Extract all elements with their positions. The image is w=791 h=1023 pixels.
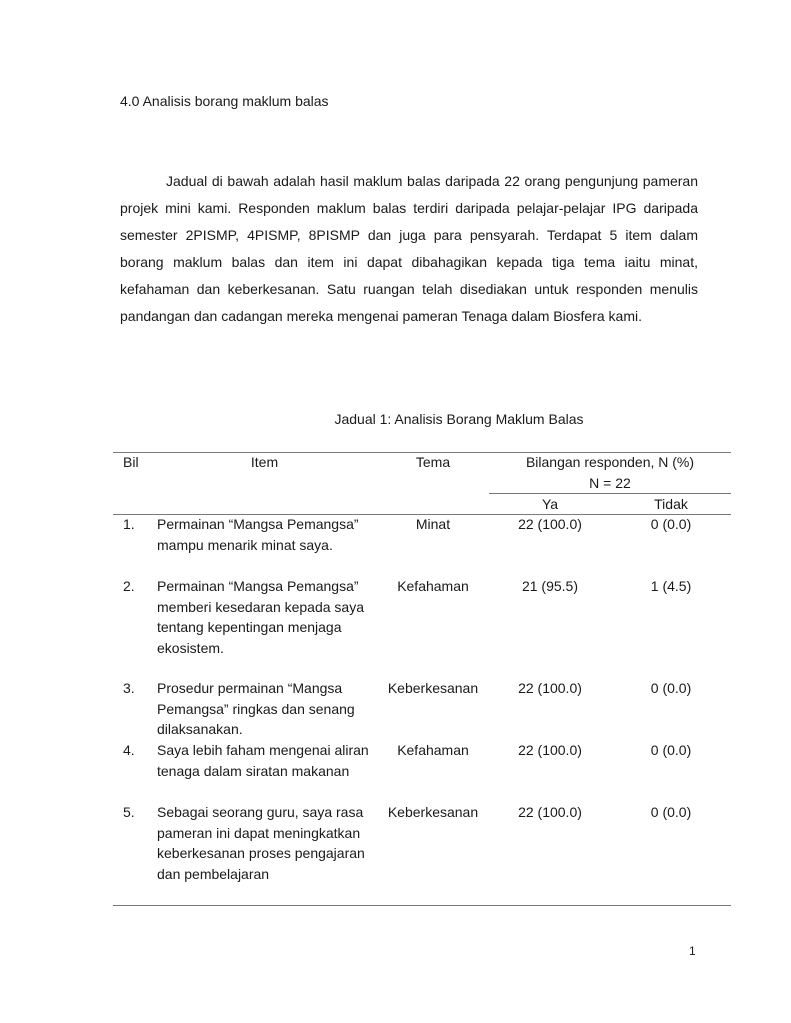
- row-item: Permainan “Mangsa Pemangsa” memberi kesedaran kepada saya tentang kepentingan menjaga ekosistem.: [157, 578, 365, 656]
- row-item: Permainan “Mangsa Pemangsa” mampu menarik minat saya.: [157, 516, 359, 553]
- header-ya: Ya: [541, 496, 559, 512]
- header-tidak: Tidak: [654, 496, 688, 512]
- row-ya: 22 (100.0): [518, 742, 582, 758]
- row-tidak: 0 (0.0): [650, 804, 692, 820]
- row-item: Prosedur permainan “Mangsa Pemangsa” ringkas dan senang dilaksanakan.: [157, 680, 355, 737]
- header-bilangan: Bilangan responden, N (%): [525, 454, 695, 470]
- row-number: 5.: [123, 804, 135, 820]
- row-tema: Kefahaman: [397, 742, 469, 758]
- page-number: 1: [689, 944, 696, 958]
- row-tema: Kefahaman: [397, 578, 469, 594]
- row-number: 2.: [123, 578, 135, 594]
- table-caption: Jadual 1: Analisis Borang Maklum Balas: [334, 411, 584, 427]
- row-tidak: 0 (0.0): [650, 680, 692, 696]
- row-number: 1.: [123, 516, 135, 532]
- header-bil: Bil: [123, 454, 139, 470]
- row-ya: 22 (100.0): [518, 680, 582, 696]
- row-ya: 22 (100.0): [518, 804, 582, 820]
- header-item: Item: [250, 454, 279, 470]
- header-n: N = 22: [589, 475, 631, 491]
- row-number: 3.: [123, 680, 135, 696]
- row-tidak: 1 (4.5): [650, 578, 692, 594]
- row-tidak: 0 (0.0): [650, 516, 692, 532]
- row-ya: 22 (100.0): [518, 516, 582, 532]
- row-tema: Keberkesanan: [387, 804, 479, 820]
- row-item: Sebagai seorang guru, saya rasa pameran ini dapat meningkatkan keberkesanan proses pengajaran dan pembelajaran: [157, 804, 365, 882]
- row-item: Saya lebih faham mengenai aliran tenaga dalam siratan makanan: [157, 742, 369, 779]
- row-number: 4.: [123, 742, 135, 758]
- section-heading: 4.0 Analisis borang maklum balas: [120, 93, 329, 109]
- intro-paragraph: Jadual di bawah adalah hasil maklum balas daripada 22 orang pengunjung pameran projek mini kami. Responden maklum balas terdiri daripada pelajar-pelajar IPG daripada semester 2PISMP, 4PISMP, 8PISMP dan juga para pensyarah. Terdapat 5 item dalam borang maklum balas dan item ini dapat dibahagikan kepada tiga tema iaitu minat, kefahaman dan keberkesanan. Satu ruangan telah disediakan untuk responden menulis pandangan dan cadangan mereka mengenai pameran Tenaga dalam Biosfera kami.: [120, 173, 698, 324]
- row-tema: Keberkesanan: [387, 680, 479, 696]
- header-tema: Tema: [415, 454, 451, 470]
- row-tidak: 0 (0.0): [650, 742, 692, 758]
- row-ya: 21 (95.5): [521, 578, 579, 594]
- row-tema: Minat: [415, 516, 451, 532]
- table-bottom-rule: [113, 905, 731, 906]
